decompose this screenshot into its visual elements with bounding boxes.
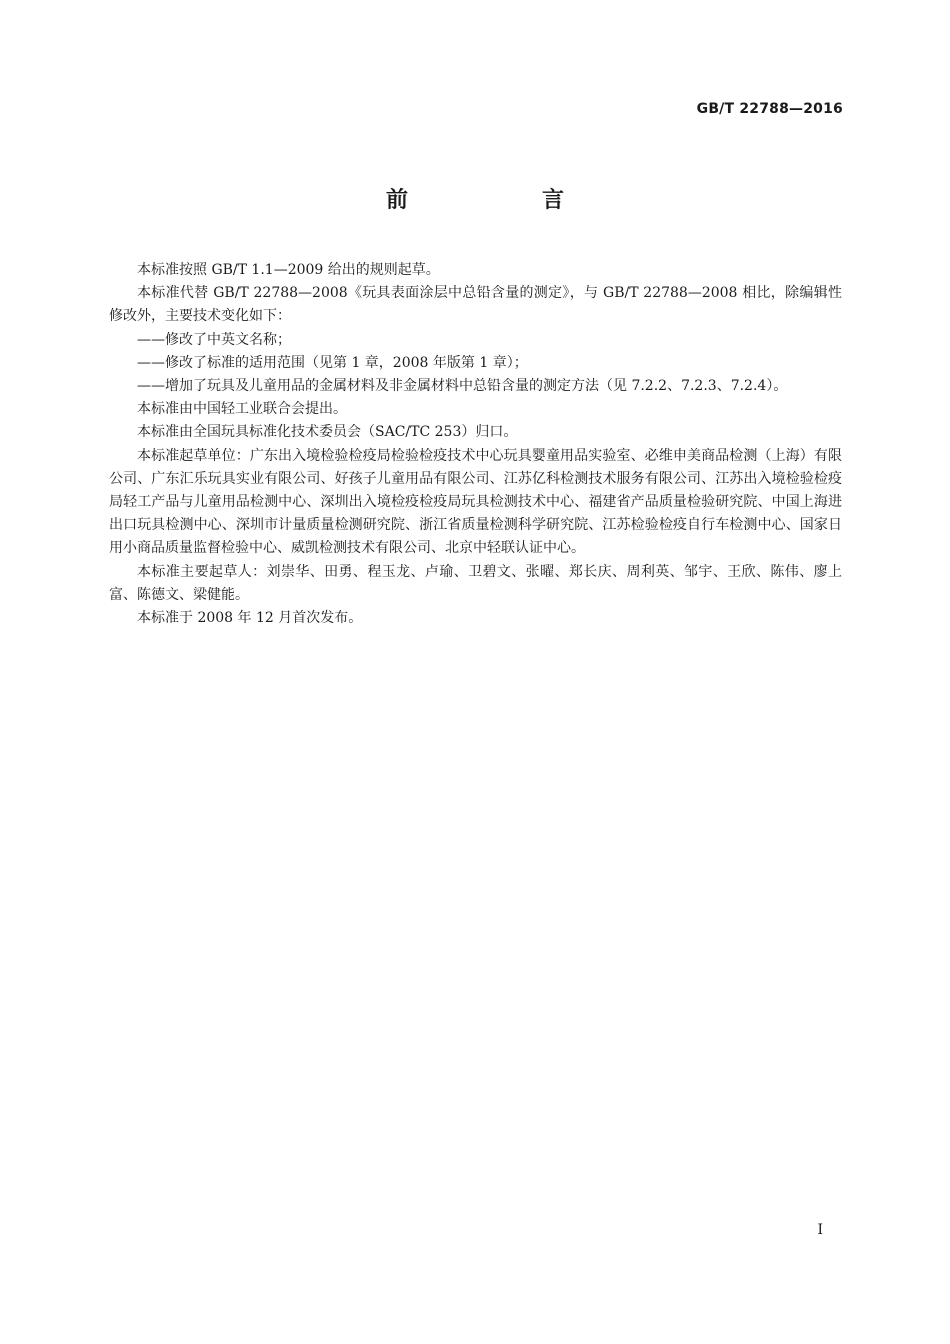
change-item-scope: ——修改了标准的适用范围（见第 1 章，2008 年版第 1 章）；	[137, 354, 528, 371]
document-number: GB/T 22788—2016	[696, 101, 843, 117]
paragraph-drafters: 本标准主要起草人：刘崇华、田勇、程玉龙、卢瑜、卫碧文、张曜、郑长庆、周利英、邹宇、王欣、陈伟、廖上富、陈德文、梁健能。	[109, 563, 842, 603]
paragraph-first-published: 本标准于 2008 年 12 月首次发布。	[137, 610, 363, 627]
paragraph-replaces: 本标准代替 GB/T 22788—2008《玩具表面涂层中总铅含量的测定》，与 GB/T 22788—2008 相比，除编辑性修改外，主要技术变化如下：	[109, 285, 842, 325]
page-title: 前 言	[385, 188, 620, 213]
change-item-name: ——修改了中英文名称；	[137, 331, 291, 348]
paragraph-drafting-rules: 本标准按照 GB/T 1.1—2009 给出的规则起草。	[137, 262, 440, 278]
change-item-methods: ——增加了玩具及儿童用品的金属材料及非金属材料中总铅含量的测定方法（见 7.2.2、7.2.3、7.2.4）。	[137, 378, 788, 395]
page-number: I	[817, 1222, 823, 1238]
paragraph-drafting-units: 本标准起草单位：广东出入境检验检疫局检验检疫技术中心玩具婴童用品实验室、必维申美商品检测（上海）有限公司、广东汇乐玩具实业有限公司、好孩子儿童用品有限公司、江苏亿科检测技术服务有限公司、江苏出入境检验检疫局轻工产品与儿童用品检测中心、深圳出入境检疫检疫局玩具检测技术中心、福建省产品质量检验研究院、中国上海进出口玩具检测中心、深圳市计量质量检测研究院、浙江省质量检测科学研究院、江苏检验检疫自行车检测中心、国家日用小商品质量监督检验中心、威凯检测技术有限公司、北京中轻联认证中心。	[109, 447, 842, 557]
paragraph-centralized-by: 本标准由全国玩具标准化技术委员会（SAC/TC 253）归口。	[137, 424, 518, 441]
foreword-body	[109, 259, 842, 630]
paragraph-proposed-by: 本标准由中国轻工业联合会提出。	[137, 401, 347, 418]
